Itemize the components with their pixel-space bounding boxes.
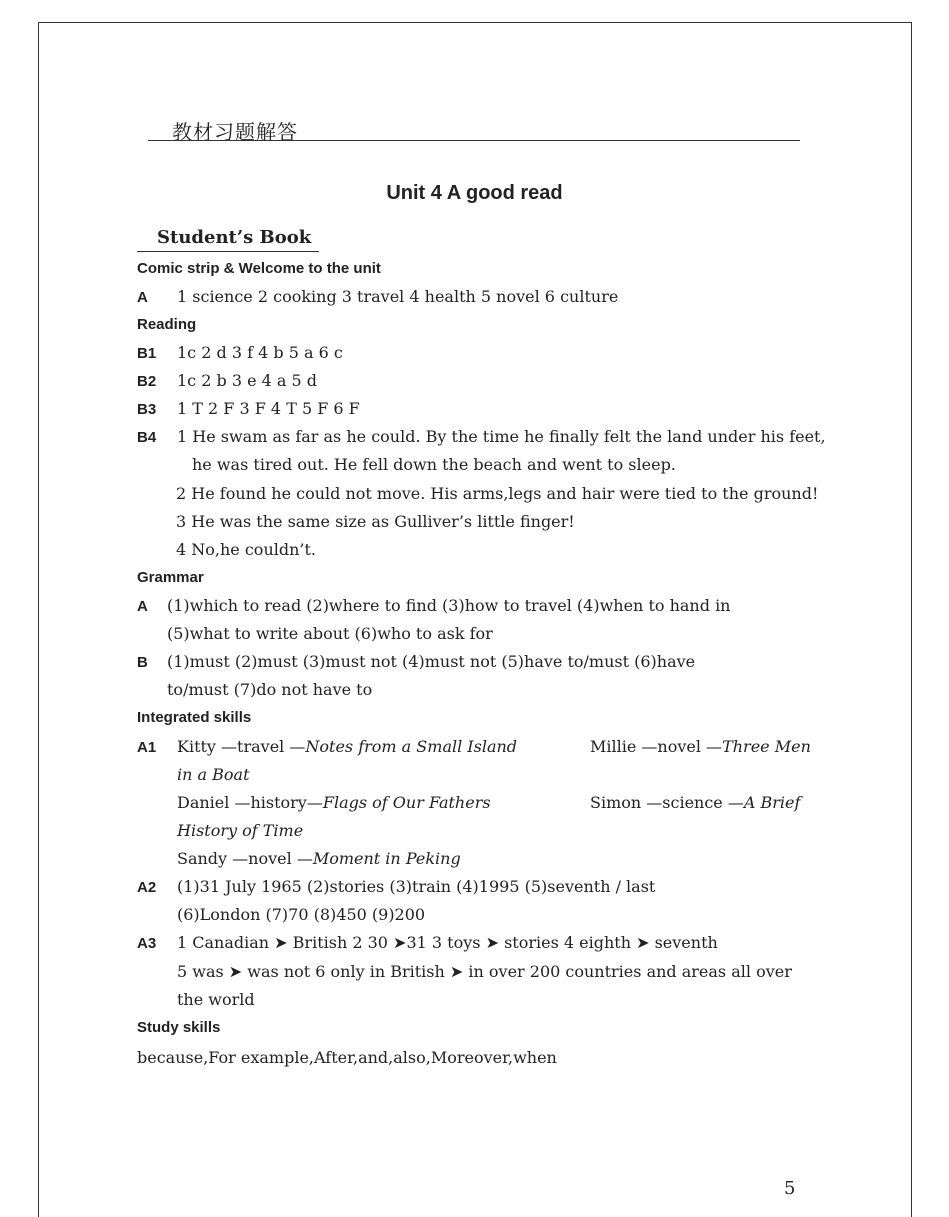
- section-header: 教材习题解答: [172, 120, 298, 144]
- reading-b2-label: B2: [137, 373, 157, 390]
- comic-a-label: A: [137, 289, 148, 306]
- sandy-line: [177, 850, 461, 868]
- reading-b4-line5: 4 No,he couldn’t.: [176, 540, 317, 559]
- kitty-entry: Kitty —travel —: [177, 737, 306, 756]
- reading-heading: Reading: [137, 316, 197, 333]
- book-title-rule: [137, 251, 319, 252]
- grammar-b-line1: [137, 653, 695, 672]
- integrated-a2-line2: (6)London (7)70 (8)450 (9)200: [177, 905, 426, 924]
- integrated-heading: Integrated skills: [137, 709, 252, 726]
- reading-b3-text: 1 T 2 F 3 F 4 T 5 F 6 F: [177, 399, 360, 418]
- reading-b3-label: B3: [137, 401, 157, 418]
- millie-entry: Millie —novel —: [590, 737, 723, 756]
- sandy-book: Moment in Peking: [312, 849, 461, 868]
- book-title: Student’s Book: [157, 227, 312, 248]
- grammar-heading: Grammar: [137, 569, 204, 586]
- page-number: 5: [784, 1178, 796, 1199]
- reading-b2-text: 1c 2 b 3 e 4 a 5 d: [177, 371, 318, 390]
- simon-entry: Simon —science —: [590, 793, 744, 812]
- integrated-a3-line2: 5 was ➤ was not 6 only in British ➤ in over 200 countries and areas all over: [177, 962, 792, 981]
- daniel-line: [177, 794, 491, 812]
- header-rule: [148, 140, 800, 141]
- integrated-a3-label: A3: [137, 935, 157, 952]
- reading-b1-text: 1c 2 d 3 f 4 b 5 a 6 c: [177, 343, 343, 362]
- reading-b4-label: B4: [137, 429, 157, 446]
- reading-b4-line2: he was tired out. He fell down the beach and went to sleep.: [192, 455, 676, 474]
- integrated-a1-line1: [137, 738, 517, 757]
- integrated-a2-line1: [137, 878, 655, 897]
- millie-line: [590, 738, 811, 756]
- kitty-book: Notes from a Small Island: [305, 737, 518, 756]
- reading-b2-line: [137, 372, 317, 391]
- integrated-a3-line3: the world: [177, 990, 255, 1009]
- study-heading: Study skills: [137, 1019, 221, 1036]
- reading-b4-line3: 2 He found he could not move. His arms,legs and hair were tied to the ground!: [176, 484, 819, 503]
- unit-title: Unit 4 A good read: [386, 182, 563, 204]
- comic-heading: Comic strip & Welcome to the unit: [137, 260, 381, 277]
- grammar-b-line2: to/must (7)do not have to: [167, 680, 373, 699]
- comic-a-line: [137, 288, 618, 307]
- grammar-a-label: A: [137, 598, 148, 615]
- sandy-entry: Sandy —novel —: [177, 849, 313, 868]
- reading-b1-line: [137, 344, 343, 363]
- reading-b1-label: B1: [137, 345, 157, 362]
- integrated-a3-line1: [137, 934, 718, 953]
- reading-b4-text-1: 1 He swam as far as he could. By the time he finally felt the land under his feet,: [177, 427, 826, 446]
- grammar-b-label: B: [137, 654, 148, 671]
- study-text: because,For example,After,and,also,Moreover,when: [137, 1048, 557, 1067]
- comic-a-text: 1 science 2 cooking 3 travel 4 health 5 novel 6 culture: [177, 287, 619, 306]
- grammar-a-line2: (5)what to write about (6)who to ask for: [167, 624, 493, 643]
- grammar-a-text-1: (1)which to read (2)where to find (3)how to travel (4)when to hand in: [167, 596, 731, 615]
- reading-b3-line: [137, 400, 360, 419]
- reading-b4-line1: [137, 428, 826, 447]
- simon-line: [590, 794, 800, 812]
- daniel-book: Flags of Our Fathers: [322, 793, 491, 812]
- reading-b4-line4: 3 He was the same size as Gulliver’s little finger!: [176, 512, 575, 531]
- simon-book: A Brief: [743, 793, 801, 812]
- daniel-entry: Daniel —history—: [177, 793, 323, 812]
- integrated-a3-text-1: 1 Canadian ➤ British 2 30 ➤31 3 toys ➤ stories 4 eighth ➤ seventh: [177, 933, 718, 952]
- integrated-a2-label: A2: [137, 879, 157, 896]
- grammar-a-line1: [137, 597, 730, 616]
- integrated-a1-label: A1: [137, 739, 157, 756]
- simon-book-cont: History of Time: [177, 821, 304, 840]
- millie-book-cont: in a Boat: [177, 765, 250, 784]
- grammar-b-text-1: (1)must (2)must (3)must not (4)must not (5)have to/must (6)have: [167, 652, 696, 671]
- millie-book: Three Men: [722, 737, 811, 756]
- integrated-a2-text-1: (1)31 July 1965 (2)stories (3)train (4)1995 (5)seventh / last: [177, 877, 656, 896]
